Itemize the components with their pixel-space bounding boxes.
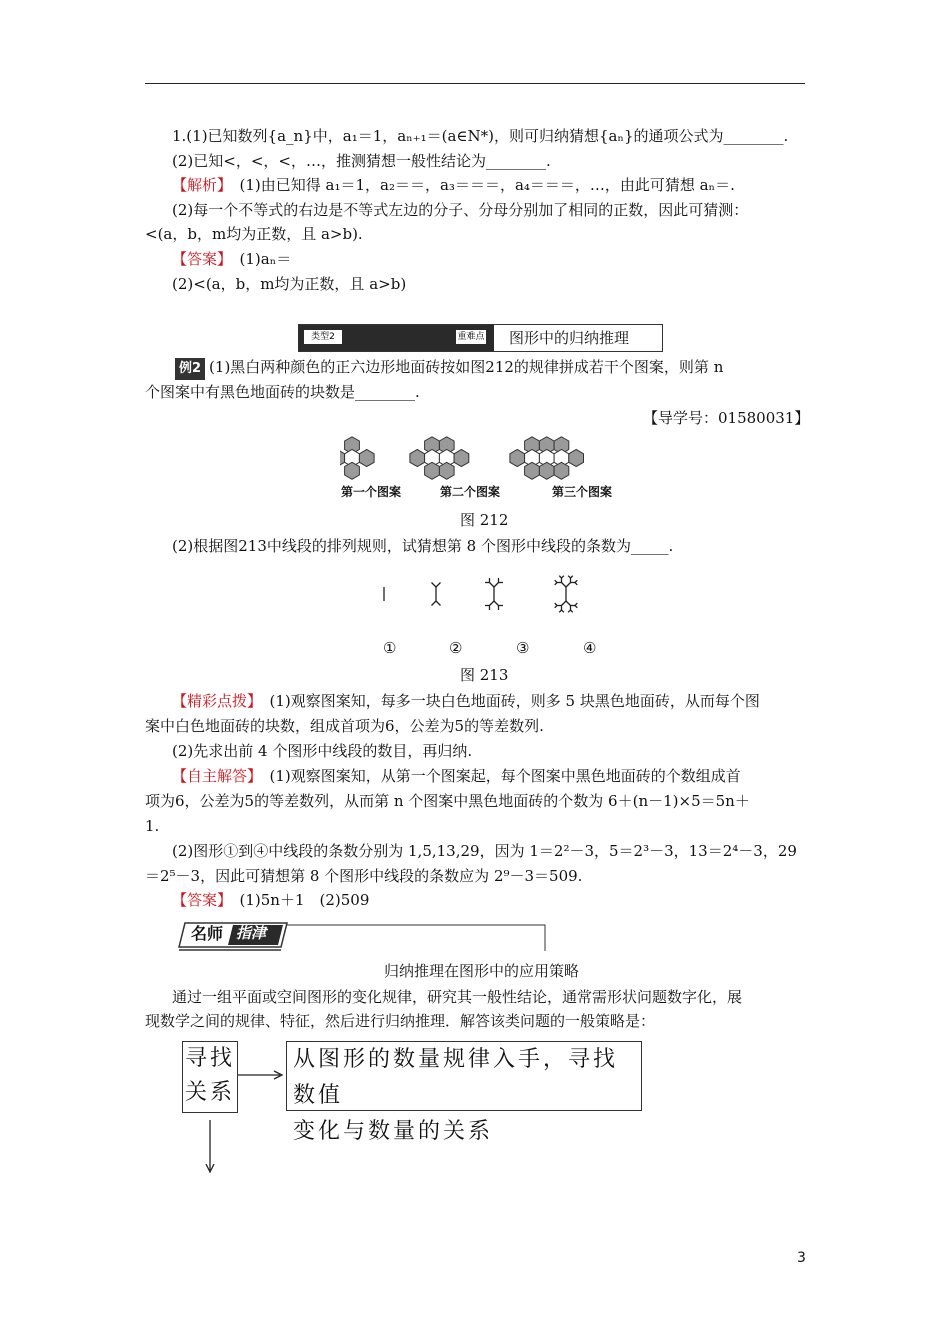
solution-answer-text: (1)5n＋1 (2)509 bbox=[224, 891, 370, 909]
q1-line5: <(a，b，m均为正数，且 a>b). bbox=[145, 225, 363, 243]
analysis-line1 bbox=[172, 690, 760, 712]
black-hex-tile bbox=[345, 462, 360, 479]
solution-line5: ＝2⁵－3，因此可猜想第 8 个图形中线段的条数应为 2⁹－3＝509. bbox=[145, 867, 583, 885]
black-hex-tile bbox=[454, 450, 469, 467]
page-number: 3 bbox=[797, 1250, 806, 1266]
analysis-line3: (2)先求出前 4 个图形中线段的数目，再归纳. bbox=[172, 742, 473, 760]
fig212-label-1: 第一个图案 bbox=[341, 485, 402, 499]
fig212-label-2: 第二个图案 bbox=[440, 485, 501, 499]
tree-segment bbox=[562, 610, 564, 612]
tree-segment bbox=[559, 610, 561, 612]
solution-line1 bbox=[172, 765, 741, 787]
flow-arrow-down bbox=[202, 1118, 218, 1176]
tree-segment bbox=[432, 601, 437, 606]
tree-segment bbox=[568, 576, 570, 578]
fig212-caption: 图 212 bbox=[460, 511, 509, 529]
teacher-title: 归纳推理在图形中的应用策略 bbox=[384, 962, 580, 980]
tree-segment bbox=[566, 583, 571, 588]
solution-line3: 1. bbox=[145, 817, 160, 835]
analysis-tag: 【解析】 bbox=[172, 176, 225, 194]
solution-answer bbox=[172, 889, 369, 911]
tree-segment bbox=[490, 583, 495, 588]
flow-box2-line1: 从图形的数量规律入手，寻找数值 bbox=[293, 1047, 619, 1108]
solution-line2: 项为6，公差为5的等差数列，从而第 n 个图案中黑色地面砖的个数为 6＋(n－1)×5＝5n＋ bbox=[145, 792, 750, 810]
solution-text1: (1)观察图案知，从第一个图案起，每个图案中黑色地面砖的个数组成首 bbox=[254, 767, 741, 785]
black-hex-tile bbox=[525, 462, 540, 479]
tree-segment bbox=[555, 583, 557, 585]
tree-segment bbox=[575, 603, 577, 605]
teacher-badge-text-a: 名师 bbox=[191, 924, 224, 943]
black-hex-tile bbox=[359, 450, 374, 467]
tree-segment bbox=[555, 580, 557, 582]
teacher-guide-badge bbox=[175, 915, 550, 952]
tree-segment bbox=[494, 583, 499, 588]
tree-segment bbox=[575, 580, 577, 582]
segment-trees bbox=[384, 576, 577, 613]
tree-segment bbox=[571, 576, 573, 578]
black-hex-tile bbox=[510, 450, 525, 467]
key-tag: 重难点 bbox=[457, 332, 485, 342]
self-answer-tag: 【自主解答】 bbox=[172, 767, 255, 785]
q1-answer-text: (1)aₙ＝ bbox=[224, 250, 292, 268]
flow-box-strategy bbox=[286, 1041, 642, 1144]
tree-segment bbox=[571, 610, 573, 612]
black-hex-tile bbox=[425, 462, 440, 479]
ex2-line3: (2)根据图213中线段的排列规则，试猜想第 8 个图形中线段的条数为_____. bbox=[172, 537, 674, 555]
tree-segment bbox=[555, 606, 557, 608]
ex2-text1: (1)黑白两种颜色的正六边形地面砖按如图212的规律拼成若干个图案，则第 n bbox=[209, 358, 724, 376]
fig213-label-4: ④ bbox=[583, 639, 597, 657]
flow-arrow-right bbox=[236, 1068, 286, 1082]
tree-segment bbox=[568, 610, 570, 612]
flow-box-find-relation bbox=[182, 1041, 238, 1113]
fig213-caption: 图 213 bbox=[460, 666, 509, 684]
answer-tag-2: 【答案】 bbox=[172, 891, 225, 909]
tree-segment bbox=[490, 601, 495, 606]
tree-segment bbox=[555, 603, 557, 605]
fig213-label-3: ③ bbox=[516, 639, 530, 657]
hex-tiles bbox=[340, 437, 584, 480]
ex2-line2: 个图案中有黑色地面砖的块数是________. bbox=[145, 383, 420, 401]
q1-line2: (2)已知<，<，<，…，推测猜想一般性结论为________. bbox=[172, 152, 551, 170]
answer-tag: 【答案】 bbox=[172, 250, 225, 268]
flow-box1-line2: 关系 bbox=[185, 1080, 236, 1105]
q1-line7: (2)<(a，b，m均为正数，且 a>b) bbox=[172, 275, 407, 293]
tree-segment bbox=[562, 576, 564, 578]
fig213-label-2: ② bbox=[449, 639, 463, 657]
teacher-line1: 通过一组平面或空间图形的变化规律，研究其一般性结论，通常需形状问题数字化，展 bbox=[172, 988, 743, 1006]
highlight-tag: 【精彩点拨】 bbox=[172, 692, 255, 710]
type-tag: 类型2 bbox=[304, 330, 342, 344]
black-hex-tile bbox=[410, 450, 425, 467]
tree-segment bbox=[566, 601, 571, 606]
tree-segment bbox=[432, 583, 437, 588]
example-badge: 例2 bbox=[175, 358, 205, 380]
analysis-text1: (1)观察图案知，每多一块白色地面砖，则多 5 块黑色地面砖，从而每个图 bbox=[254, 692, 760, 710]
tree-segment bbox=[575, 606, 577, 608]
tree-segment bbox=[575, 583, 577, 585]
flow-box2-line2: 变化与数量的关系 bbox=[293, 1119, 494, 1144]
solution-line4: (2)图形①到④中线段的条数分别为 1,5,13,29，因为 1＝2²－3，5＝2³－3，13＝2⁴－3，29 bbox=[172, 842, 797, 860]
black-hex-tile bbox=[554, 462, 569, 479]
ex2-line1 bbox=[175, 356, 723, 380]
tree-segment bbox=[436, 583, 441, 588]
black-hex-tile bbox=[569, 450, 584, 467]
q1-line6 bbox=[172, 248, 291, 270]
q1-analysis-text: (1)由已知得 a₁＝1，a₂＝＝，a₃＝＝＝，a₄＝＝＝，…，由此可猜想 aₙ＝. bbox=[224, 176, 735, 194]
teacher-badge-text-b: 指津 bbox=[236, 924, 267, 942]
ex2-ref: 【导学号：01580031】 bbox=[643, 409, 810, 427]
section-title: 图形中的归纳推理 bbox=[509, 329, 630, 347]
flow-box1-line1: 寻找 bbox=[185, 1046, 236, 1071]
fig213-label-1: ① bbox=[383, 639, 397, 657]
section-header-bar bbox=[299, 325, 494, 351]
fig212-label-3: 第三个图案 bbox=[552, 485, 613, 499]
q1-line4: (2)每一个不等式的右边是不等式左边的分子、分母分别加了相同的正数，因此可猜测： bbox=[172, 201, 749, 219]
tree-segment bbox=[436, 601, 441, 606]
teacher-line2: 现数学之间的规律、特征，然后进行归纳推理．解答该类问题的一般策略是： bbox=[145, 1012, 656, 1030]
tree-segment bbox=[562, 583, 567, 588]
black-hex-tile bbox=[340, 450, 345, 467]
q1-line1: 1.(1)已知数列{a_n}中，a₁＝1，aₙ₊₁＝(a∈N*)，则可归纳猜想{aₙ}的通项公式为________. bbox=[172, 127, 789, 145]
figure-213 bbox=[370, 560, 620, 630]
q1-line3 bbox=[172, 174, 735, 196]
analysis-line2: 案中白色地面砖的块数，组成首项为6，公差为5的等差数列. bbox=[145, 717, 544, 735]
black-hex-tile bbox=[439, 462, 454, 479]
tree-segment bbox=[494, 601, 499, 606]
tree-segment bbox=[562, 601, 567, 606]
tree-segment bbox=[559, 576, 561, 578]
top-rule bbox=[145, 83, 805, 84]
section-header bbox=[298, 324, 663, 352]
black-hex-tile bbox=[539, 462, 554, 479]
